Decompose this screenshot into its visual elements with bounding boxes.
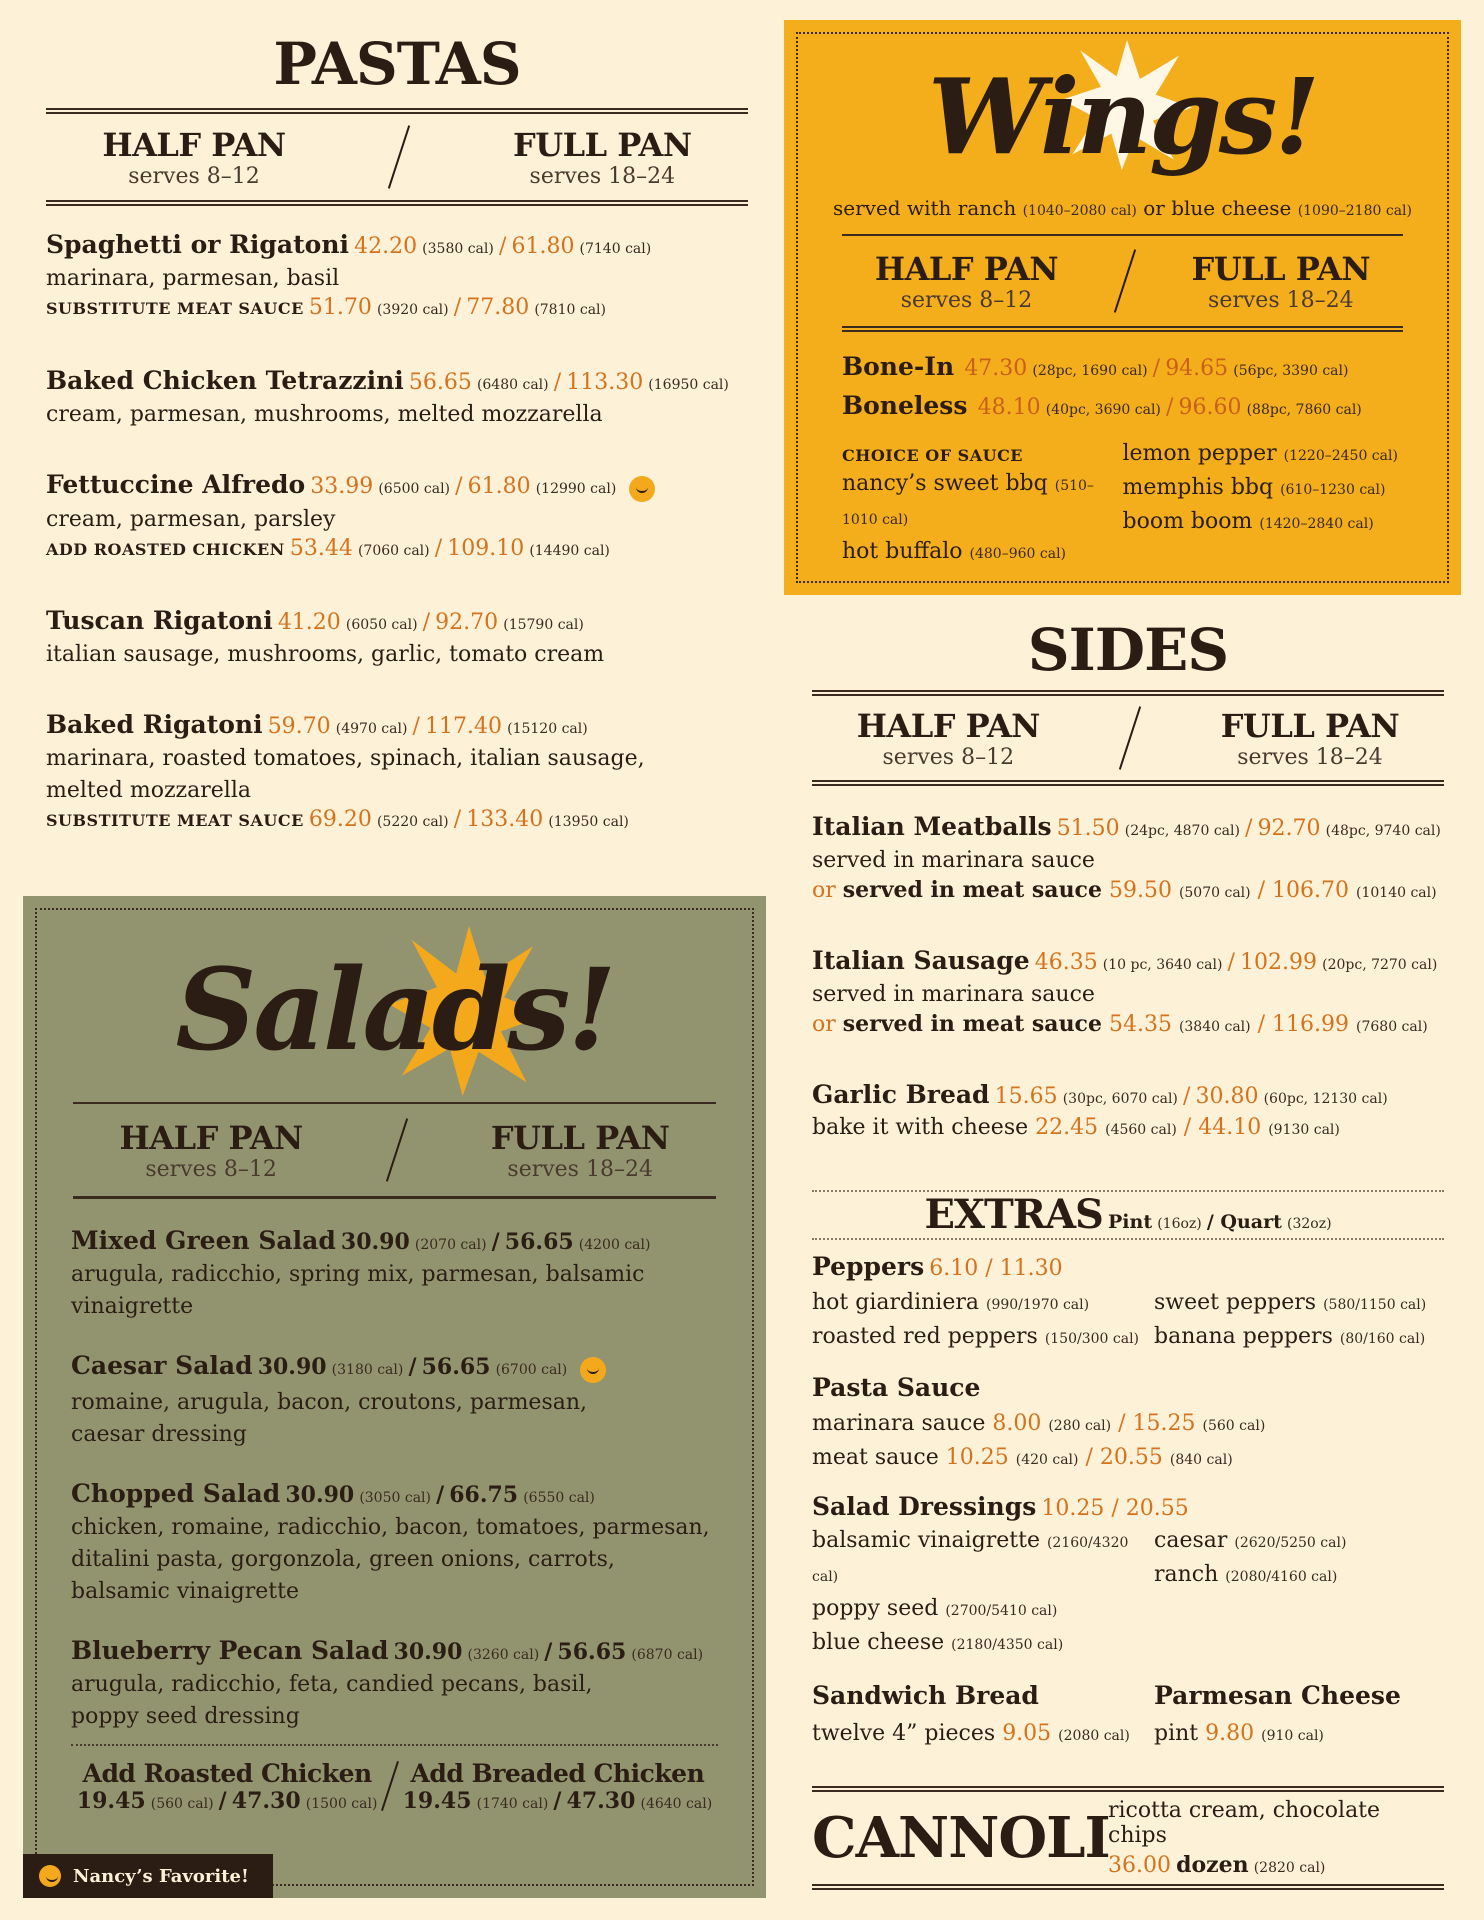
legend-label: Nancy’s Favorite! — [73, 1865, 249, 1887]
sauce-item: boom boom (1420–2840 cal) — [1122, 509, 1374, 534]
sub-half-cal: (3920 cal) — [376, 302, 449, 318]
item-desc: cream, parmesan, mushrooms, melted mozzarella — [46, 402, 603, 427]
sub-full-price: 77.80 — [466, 295, 530, 320]
item-desc: cream, parmesan, parsley — [46, 506, 336, 532]
side-item: Italian Sausage 46.35 (10 pc, 3640 cal) / 102.99 (20pc, 7270 cal) served in marinara sauce or served in meat sauce 54.35 (3840 cal) / 116.99 (7680 cal) — [812, 946, 1438, 1037]
cannoli-section: CANNOLI ricotta cream, chocolate chips 36.00 dozen (2820 cal) — [812, 1786, 1444, 1896]
full-price: 61.80 — [467, 474, 531, 499]
full-price: 94.65 — [1165, 356, 1229, 381]
half-price: 48.10 — [977, 395, 1041, 420]
sub-half-price: 69.20 — [308, 807, 372, 832]
wings-title: Wings! — [927, 55, 1317, 178]
slash-divider — [388, 125, 410, 188]
item-name: Tuscan Rigatoni — [46, 606, 273, 635]
divider — [842, 326, 1403, 332]
full-pan-serves: serves 18–24 — [507, 1156, 653, 1182]
half-pan-serves: serves 8–12 — [882, 744, 1015, 770]
half-price: 33.99 — [310, 474, 374, 499]
nancys-favorite-icon — [580, 1357, 606, 1383]
half-pan-serves: serves 8–12 — [900, 287, 1033, 313]
salad-item: Mixed Green Salad 30.90 (2070 cal) / 56.65 (4200 cal) arugula, radicchio, spring mix, parmesan, balsamic vinaigrette — [71, 1226, 651, 1319]
nancys-favorite-legend — [23, 1854, 273, 1898]
wings-served-with: served with ranch (1040–2080 cal) or blue cheese (1090–2180 cal) — [833, 196, 1412, 220]
half-pan-label: HALF PAN — [874, 249, 1059, 288]
extras-bread-cheese: Sandwich Bread twelve 4” pieces 9.05 (2080 cal) Parmesan Cheese pint 9.80 (910 cal) — [812, 1681, 1401, 1746]
half-price: 59.70 — [267, 714, 331, 739]
half-cal: (3580 cal) — [422, 241, 494, 257]
slash-divider — [386, 1118, 408, 1181]
slash-divider — [1119, 706, 1141, 769]
pan-header — [73, 1104, 716, 1196]
item-name: Fettuccine Alfredo — [46, 470, 306, 499]
half-cal: (40pc, 3690 cal) — [1045, 402, 1161, 418]
full-pan-serves: serves 18–24 — [1208, 287, 1354, 313]
pastas-section — [46, 30, 748, 860]
full-cal: (12990 cal) — [535, 481, 617, 497]
half-cal: (28pc, 1690 cal) — [1032, 363, 1148, 379]
pasta-item: Baked Chicken Tetrazzini 56.65 (6480 cal) / 113.30 (16950 cal) cream, parmesan, mushrooms, melted mozzarella — [46, 366, 748, 431]
cannoli-title: CANNOLI — [812, 1805, 1110, 1871]
sub-half-cal: (5220 cal) — [376, 814, 449, 830]
sub-full-cal: (7810 cal) — [534, 302, 606, 318]
cannoli-desc: ricotta cream, chocolate chips — [1108, 1798, 1381, 1848]
pasta-item: Baked Rigatoni 59.70 (4970 cal) / 117.40 (15120 cal) marinara, roasted tomatoes, spinach, italian sausage, melted mozzarella SUBSTITUTE MEAT SAUCE 69.20 (5220 cal) / 133.40 (13950 cal) — [46, 710, 748, 832]
sub-half-cal: (7060 cal) — [357, 542, 430, 559]
full-price: 117.40 — [425, 714, 503, 739]
extras-section — [812, 1190, 1444, 1760]
sauce-item: memphis bbq (610–1230 cal) — [1122, 475, 1386, 500]
sauce-item: lemon pepper (1220–2450 cal) — [1122, 441, 1398, 466]
half-cal: (6480 cal) — [476, 377, 549, 393]
pasta-item: Fettuccine Alfredo 33.99 (6500 cal) / 61.80 (12990 cal) cream, parmesan, parsley ADD ROASTED CHICKEN 53.44 (7060 cal) / 109.10 (14490 cal) — [46, 470, 748, 561]
half-pan-label: HALF PAN — [119, 1118, 303, 1157]
pasta-item: Tuscan Rigatoni 41.20 (6050 cal) / 92.70 (15790 cal) italian sausage, mushrooms, garlic, tomato cream — [46, 606, 748, 671]
sub-full-price: 109.10 — [447, 535, 525, 561]
sub-full-price: 133.40 — [466, 807, 544, 832]
pan-header — [812, 696, 1444, 780]
half-price: 41.20 — [277, 610, 341, 635]
half-price: 42.20 — [354, 234, 418, 259]
divider — [812, 780, 1444, 786]
salads-title: Salads! — [175, 945, 614, 1076]
full-cal: (16950 cal) — [648, 377, 729, 393]
slash-divider — [1114, 249, 1136, 312]
item-name: Bone-In — [842, 352, 955, 381]
side-item: Italian Meatballs 51.50 (24pc, 4870 cal) / 92.70 (48pc, 9740 cal) served in marinara sauce or served in meat sauce 59.50 (5070 cal) / 106.70 (10140 cal) — [812, 812, 1441, 903]
slash-divider — [381, 1761, 399, 1811]
half-cal: (4970 cal) — [335, 721, 408, 737]
nancys-favorite-icon — [629, 476, 655, 502]
side-item: Garlic Bread 15.65 (30pc, 6070 cal) / 30.80 (60pc, 12130 cal) bake it with cheese 22.45 (4560 cal) / 44.10 (9130 cal) — [812, 1080, 1388, 1140]
half-cal: (6500 cal) — [378, 481, 451, 497]
half-price: 56.65 — [408, 370, 472, 395]
half-pan-label: HALF PAN — [102, 125, 286, 164]
sub-half-price: 53.44 — [289, 535, 353, 561]
extras-dressings: Salad Dressings 10.25 / 20.55 balsamic vinaigrette (2160/4320 cal) poppy seed (2700/5410 cal) blue cheese (2180/4350 cal) caesar (2620/5250 cal) ranch (2080/4160 cal) — [812, 1492, 1347, 1655]
sub-label: SUBSTITUTE MEAT SAUCE — [46, 811, 304, 830]
half-pan-label: HALF PAN — [856, 706, 1040, 745]
sub-full-cal: (13950 cal) — [548, 814, 629, 830]
item-desc: melted mozzarella — [46, 778, 251, 803]
wings-section — [784, 20, 1461, 595]
half-pan-serves: serves 8–12 — [128, 163, 260, 189]
salads-section — [23, 896, 766, 1898]
half-cal: (6050 cal) — [345, 617, 418, 633]
sides-section — [812, 616, 1444, 1176]
full-price: 113.30 — [566, 370, 644, 395]
item-name: Baked Rigatoni — [46, 710, 263, 739]
divider — [46, 200, 748, 206]
full-price: 92.70 — [435, 610, 499, 635]
half-price: 47.30 — [964, 356, 1028, 381]
smiley-icon — [39, 1865, 61, 1887]
item-name: Spaghetti or Rigatoni — [46, 230, 349, 259]
pan-header — [46, 114, 748, 200]
full-cal: (88pc, 7860 cal) — [1246, 402, 1362, 418]
wing-item: Boneless 48.10 (40pc, 3690 cal) / 96.60 (88pc, 7860 cal) — [842, 391, 1362, 420]
sauce-item: nancy’s sweet bbq (510–1010 cal) — [842, 471, 1094, 528]
full-cal: (15120 cal) — [507, 721, 588, 737]
full-cal: (15790 cal) — [503, 617, 584, 633]
extras-header: EXTRAS Pint (16oz) / Quart (32oz) — [924, 1191, 1332, 1238]
full-pan-serves: serves 18–24 — [529, 163, 676, 189]
pastas-title: PASTAS — [273, 30, 521, 98]
item-name: Boneless — [842, 391, 968, 420]
full-price: 61.80 — [511, 234, 575, 259]
full-price: 96.60 — [1178, 395, 1242, 420]
item-name: Baked Chicken Tetrazzini — [46, 366, 404, 395]
half-pan-serves: serves 8–12 — [145, 1156, 277, 1182]
full-pan-label: FULL PAN — [490, 1118, 670, 1157]
wing-item: Bone-In 47.30 (28pc, 1690 cal) / 94.65 (56pc, 3390 cal) — [842, 352, 1349, 381]
sub-label: ADD ROASTED CHICKEN — [46, 539, 285, 559]
sub-full-cal: (14490 cal) — [529, 542, 610, 559]
item-desc: marinara, roasted tomatoes, spinach, italian sausage, — [46, 746, 645, 771]
sauce-item: hot buffalo (480–960 cal) — [842, 539, 1067, 564]
full-pan-label: FULL PAN — [513, 125, 692, 164]
sauce-label: CHOICE OF SAUCE — [842, 446, 1023, 465]
full-pan-serves: serves 18–24 — [1237, 744, 1383, 770]
item-desc: marinara, parmesan, basil — [46, 266, 340, 291]
pasta-item: Spaghetti or Rigatoni 42.20 (3580 cal) / 61.80 (7140 cal) marinara, parmesan, basil SUBSTITUTE MEAT SAUCE 51.70 (3920 cal) / 77.80 (7810 cal) — [46, 230, 748, 320]
sub-half-price: 51.70 — [308, 295, 372, 320]
salad-item: Blueberry Pecan Salad 30.90 (3260 cal) / 56.65 (6870 cal) arugula, radicchio, feta, candied pecans, basil, poppy seed dressing — [71, 1635, 704, 1729]
extras-pasta-sauce: Pasta Sauce marinara sauce 8.00 (280 cal) / 15.25 (560 cal) meat sauce 10.25 (420 cal) / 20.55 (840 cal) — [812, 1373, 1266, 1470]
extras-peppers: Peppers 6.10 / 11.30 hot giardiniera (990/1970 cal) roasted red peppers (150/300 cal) sweet peppers (580/1150 cal) banana peppers (80/160 cal) — [812, 1252, 1427, 1349]
item-desc: italian sausage, mushrooms, garlic, tomato cream — [46, 642, 605, 667]
full-pan-label: FULL PAN — [1191, 249, 1371, 288]
salad-item: Caesar Salad 30.90 (3180 cal) / 56.65 (6700 cal) romaine, arugula, bacon, croutons, parmesan, caesar dressing — [71, 1351, 726, 1451]
divider — [812, 1884, 1444, 1890]
sides-title: SIDES — [1027, 616, 1229, 684]
full-cal: (56pc, 3390 cal) — [1233, 363, 1349, 379]
sauce-list — [842, 441, 1403, 570]
salad-item: Chopped Salad 30.90 (3050 cal) / 66.75 (6550 cal) chicken, romaine, radicchio, bacon, tomatoes, parmesan, ditalini pasta, gorgonzola, green onions, carrots, balsamic vinaigrette — [71, 1478, 710, 1604]
sub-label: SUBSTITUTE MEAT SAUCE — [46, 299, 304, 318]
full-cal: (7140 cal) — [579, 241, 652, 257]
add-chicken-options: Add Roasted Chicken 19.45 (560 cal) / 47.30 (1500 cal) Add Breaded Chicken 19.45 (1740 cal) / 47.30 (4640 cal) — [76, 1758, 713, 1814]
divider — [812, 1238, 1444, 1240]
pan-header — [842, 236, 1403, 326]
full-pan-label: FULL PAN — [1220, 706, 1400, 745]
